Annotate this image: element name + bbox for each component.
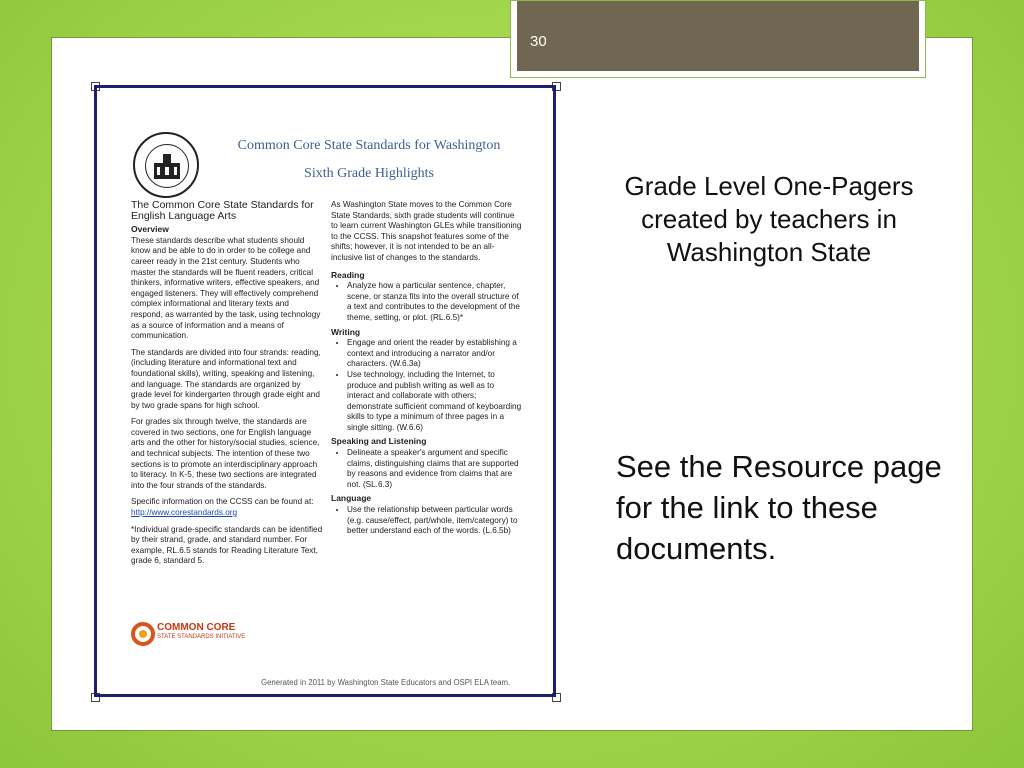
list-item: • Delineate a speaker's argument and specific claims, distinguishing claims that are supported by reasons and evidence from claims that are not. (SL.6.3) <box>347 448 523 490</box>
overview-paragraph-1: These standards describe what students should know and be able to do in order to be college and career ready in the 21st century. Students who master the standards will be fluent readers, critical thinkers, informative writers, effective speakers, and engaged listeners. They will effectively comprehend complex informational and literary texts and respond, as warranted by the task, using technology as a source of information and a means of communication. <box>131 235 321 341</box>
list-item: • Analyze how a particular sentence, chapter, scene, or stanza fits into the overall structure of a text and contributes to the development of the theme, setting, or plot. (RL.6.5)* <box>347 281 523 323</box>
slide-number: 30 <box>530 33 547 50</box>
document-image <box>91 82 561 702</box>
ospi-seal-icon <box>133 132 199 198</box>
footnote: *Individual grade-specific standards can be identified by their strand, grade, and standard number. For example, RL.6.5 stands for Reading Literature Text, grade 6, standard 5. <box>131 524 323 566</box>
list-item: • Use the relationship between particular words (e.g. cause/effect, part/whole, item/category) to better understand each of the words. (L.6.5b) <box>347 505 523 537</box>
section-heading-language: Language <box>331 493 372 504</box>
document-title <box>209 132 529 188</box>
common-core-logo <box>131 620 251 654</box>
section-heading-reading: Reading <box>331 269 365 280</box>
ccss-link[interactable]: http://www.corestandards.org <box>131 508 238 518</box>
overview-heading: Overview <box>131 224 169 235</box>
building-icon <box>146 145 188 187</box>
list-item: • Engage and orient the reader by establishing a context and introducing a narrator and/or characters. (W.6.3a) <box>347 338 523 370</box>
logo-subtext: STATE STANDARDS INITIATIVE <box>157 634 246 640</box>
seal-building-icon <box>145 144 189 188</box>
speaking-list <box>347 448 523 490</box>
document-title-line2: Sixth Grade Highlights <box>304 166 434 181</box>
section-heading-writing: Writing <box>331 326 361 337</box>
writing-list <box>347 338 523 433</box>
document-content <box>101 92 551 692</box>
ccss-info: Specific information on the CCSS can be found at: <box>131 497 314 507</box>
resource-text: See the Resource page for the link to these documents. <box>616 449 942 566</box>
reading-list <box>347 281 523 323</box>
document-title-line1: Common Core State Standards for Washington <box>237 138 501 153</box>
overview-paragraph-3: For grades six through twelve, the standards are covered in two sections, one for English language arts and the other for history/social studies, science, and technical subjects. The intention of these two sections is to promote an interdisciplinary approach to literacy. In K-5, these two sections are integrated into the four strands of the standards. <box>131 417 320 490</box>
overview-paragraph-2: The standards are divided into four strands: reading, (including literature and informational text and foundational skills), writing, speaking and listening, and language. The standards are organized by grade level for kindergarten through grade eight and by two grade spans for high school. <box>131 347 321 410</box>
document-footer: Generated in 2011 by Washington State Educators and OSPI ELA team. <box>261 678 511 687</box>
standards-heading: The Common Core State Standards for English Language Arts <box>131 199 314 222</box>
heading-text: Grade Level One-Pagers created by teachers in Washington State <box>624 171 914 267</box>
slide-number-badge <box>510 0 926 78</box>
document-left-column <box>131 200 323 573</box>
intro-paragraph: As Washington State moves to the Common Core State Standards, sixth grade students will continue to learn current Washington GLEs while transitioning to the CCSS. This snapshot features some of the shifts; however, it is not intended to be an all-inclusive list of changes to the standards. <box>331 200 522 262</box>
logo-text: COMMON CORE <box>157 622 236 633</box>
list-item: • Use technology, including the Internet, to produce and publish writing as well as to interact and collaborate with others; demonstrate sufficient command of keyboarding skills to type a minimum of three pages in a single sitting. (W.6.6) <box>347 370 523 434</box>
section-heading-speaking: Speaking and Listening <box>331 436 427 447</box>
language-list <box>347 505 523 537</box>
slide-number-badge-fill <box>517 1 919 71</box>
document-right-column <box>331 200 523 540</box>
